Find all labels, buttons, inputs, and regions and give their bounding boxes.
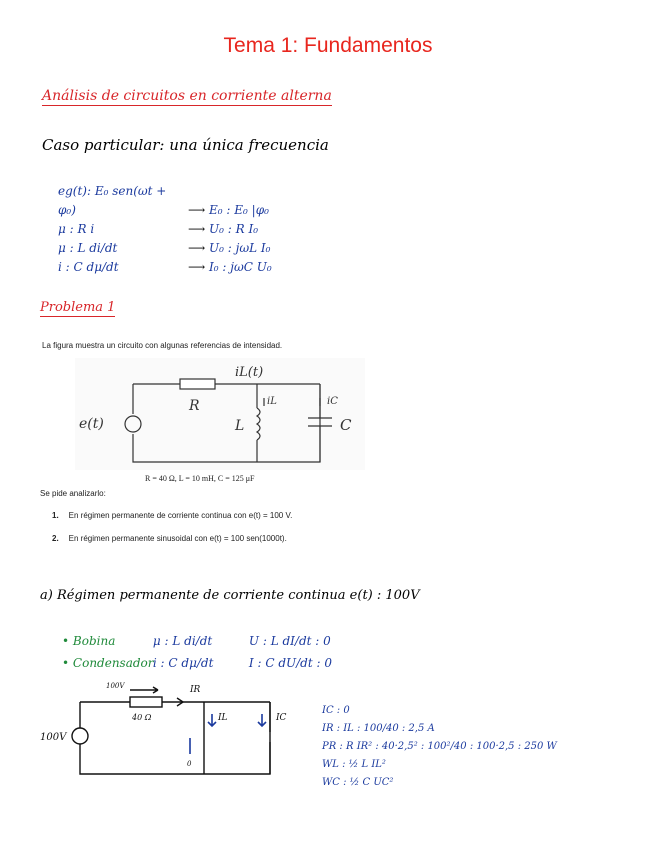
- il-arrow: [208, 714, 216, 726]
- label-capacitor: C: [340, 416, 352, 434]
- label-il-t: iL(t): [235, 365, 264, 380]
- bullet-condensador: • Condensadori : C dμ/dt I : C dU/dt : 0: [62, 656, 332, 670]
- part-a-bullets: [62, 630, 332, 674]
- label-ic: IC: [276, 713, 287, 723]
- section-heading-text: Análisis de circuitos en corriente alterna: [42, 88, 332, 104]
- result-line: WL : ½ L IL²: [322, 759, 386, 770]
- equation-block: [58, 182, 398, 277]
- resistor-symbol: [180, 379, 215, 389]
- result-line: WC : ½ C UC²: [322, 777, 394, 788]
- label-resistor: R: [189, 398, 200, 414]
- equation-row: μ : R i ⟶ U₀ : R I₀: [58, 222, 259, 236]
- circuit-background: [75, 358, 365, 470]
- circuit-wires: [80, 702, 270, 774]
- circuit-params: R = 40 Ω, L = 10 mH, C = 125 μF: [145, 474, 255, 483]
- equation-row: i : C dμ/dt ⟶ I₀ : jωC U₀: [58, 260, 272, 274]
- section-heading: [42, 88, 332, 104]
- label-resistor: 40 Ω: [132, 713, 152, 722]
- problem-item: 2. En régimen permanente sinusoidal con e(t) = 100 sen(1000t).: [52, 534, 287, 543]
- label-source: 100V: [40, 732, 67, 743]
- label-ic: iC: [327, 396, 338, 407]
- equation-row: μ : L di/dt ⟶ U₀ : jωL I₀: [58, 241, 271, 255]
- result-line: PR : R IR² : 40·2,5² : 100²/40 : 100·2,5 : 250 W: [322, 741, 557, 752]
- bullet-bobina: • Bobina μ : L di/dt U : L dI/dt : 0: [62, 634, 331, 648]
- ic-arrow: [258, 714, 266, 726]
- problem-intro: La figura muestra un circuito con algunas referencias de intensidad.: [42, 341, 283, 350]
- result-line: IR : IL : 100/40 : 2,5 A: [322, 723, 435, 734]
- resistor-symbol: [130, 697, 162, 707]
- label-ir: IR: [190, 685, 201, 695]
- source-symbol: [72, 728, 88, 744]
- label-il: IL: [218, 713, 228, 723]
- label-zero: 0: [187, 760, 192, 768]
- problem-heading: Problema 1: [40, 300, 116, 315]
- part-a-heading: a) Régimen permanente de corriente continua e(t) : 100V: [40, 588, 420, 603]
- part-a-circuit-diagram: [40, 680, 287, 780]
- label-il: iL: [267, 396, 277, 407]
- voltage-arrow: [130, 687, 158, 693]
- equation-row: eg(t): E₀ sen(ωt + φ₀) ⟶ E₀ : E₀ |φ₀: [58, 184, 269, 217]
- label-vr: 100V: [106, 682, 125, 690]
- problem-ask: Se pide analizarlo:: [40, 489, 106, 498]
- subheading: Caso particular: una única frecuencia: [42, 136, 329, 154]
- label-inductor: L: [235, 418, 245, 434]
- result-line: IC : 0: [322, 705, 350, 716]
- page-title: Tema 1: Fundamentos: [223, 34, 433, 57]
- part-a-results: [322, 702, 557, 792]
- problem-item: 1. En régimen permanente de corriente continua con e(t) = 100 V.: [52, 511, 293, 520]
- problem-circuit-diagram: [75, 358, 365, 470]
- label-source: e(t): [79, 416, 104, 432]
